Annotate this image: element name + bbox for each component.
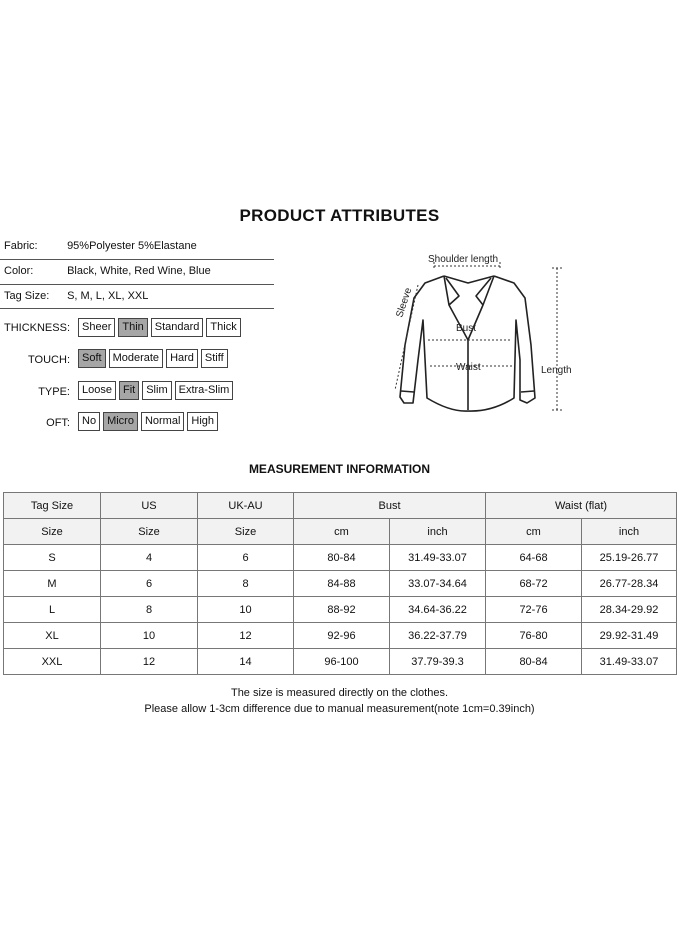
size-note: The size is measured directly on the clothes.: [230, 687, 449, 699]
tag-size-value: S, M, L, XL, XXL: [67, 290, 149, 302]
table-cell: 72-76: [486, 597, 582, 623]
type-option-extra-slim[interactable]: Extra-Slim: [175, 381, 234, 400]
touch-option-soft[interactable]: Soft: [78, 349, 106, 368]
oft-option-no[interactable]: No: [78, 412, 100, 431]
divider: [0, 259, 274, 260]
waist-label: Waist: [456, 362, 481, 373]
touch-options: [78, 349, 228, 368]
table-cell: 92-96: [294, 623, 390, 649]
table-header-cell: Size: [4, 519, 101, 545]
table-cell: 88-92: [294, 597, 390, 623]
table-cell: 29.92-31.49: [582, 623, 677, 649]
type-options: [78, 381, 233, 400]
color-row: [4, 265, 211, 277]
table-cell: 28.34-29.92: [582, 597, 677, 623]
measurement-lines: [395, 262, 562, 410]
oft-label: OFT:: [46, 417, 70, 429]
table-cell: 84-88: [294, 571, 390, 597]
table-cell: M: [4, 571, 101, 597]
oft-option-normal[interactable]: Normal: [141, 412, 184, 431]
jacket-diagram: [380, 245, 580, 420]
table-cell: 80-84: [294, 545, 390, 571]
tag-size-row: [4, 290, 148, 302]
touch-option-hard[interactable]: Hard: [166, 349, 198, 368]
table-header-cell: UK-AU: [198, 493, 294, 519]
table-header-cell: Tag Size: [4, 493, 101, 519]
table-row: [4, 649, 677, 675]
table-header-cell: US: [101, 493, 198, 519]
table-cell: 96-100: [294, 649, 390, 675]
table-cell: L: [4, 597, 101, 623]
table-cell: 36.22-37.79: [390, 623, 486, 649]
table-cell: 76-80: [486, 623, 582, 649]
table-header-cell: Bust: [294, 493, 486, 519]
table-cell: XL: [4, 623, 101, 649]
thickness-label: THICKNESS:: [3, 322, 70, 334]
table-cell: 37.79-39.3: [390, 649, 486, 675]
divider: [0, 308, 274, 309]
table-row: [4, 597, 677, 623]
table-header-cell: inch: [582, 519, 677, 545]
table-cell: S: [4, 545, 101, 571]
divider: [0, 284, 274, 285]
touch-option-moderate[interactable]: Moderate: [109, 349, 163, 368]
table-header-cell: cm: [294, 519, 390, 545]
table-row: [4, 571, 677, 597]
oft-option-high[interactable]: High: [187, 412, 218, 431]
type-option-fit[interactable]: Fit: [119, 381, 139, 400]
type-label: TYPE:: [38, 386, 70, 398]
table-cell: 8: [101, 597, 198, 623]
oft-option-micro[interactable]: Micro: [103, 412, 138, 431]
fabric-row: [4, 240, 197, 252]
fabric-label: Fabric:: [4, 240, 38, 252]
shoulder-length-label: Shoulder length: [428, 254, 499, 265]
table-cell: 68-72: [486, 571, 582, 597]
touch-option-stiff[interactable]: Stiff: [201, 349, 228, 368]
jacket-outline-icon: [400, 276, 535, 411]
table-cell: 10: [101, 623, 198, 649]
measurement-table: [3, 492, 677, 675]
table-cell: 12: [198, 623, 294, 649]
table-cell: 8: [198, 571, 294, 597]
oft-options: [78, 412, 218, 431]
thickness-option-thick[interactable]: Thick: [206, 318, 240, 337]
color-label: Color:: [4, 265, 34, 277]
table-header-row: [4, 493, 677, 519]
table-header-cell: cm: [486, 519, 582, 545]
type-option-slim[interactable]: Slim: [142, 381, 171, 400]
table-cell: 25.19-26.77: [582, 545, 677, 571]
thickness-option-thin[interactable]: Thin: [118, 318, 147, 337]
table-header-cell: Size: [198, 519, 294, 545]
table-cell: 10: [198, 597, 294, 623]
table-cell: 4: [101, 545, 198, 571]
table-cell: 33.07-34.64: [390, 571, 486, 597]
table-cell: 26.77-28.34: [582, 571, 677, 597]
bust-label: Bust: [456, 323, 477, 334]
table-header-cell: inch: [390, 519, 486, 545]
table-cell: 12: [101, 649, 198, 675]
table-header-cell: Waist (flat): [486, 493, 677, 519]
table-subheader-row: [4, 519, 677, 545]
touch-label: TOUCH:: [28, 354, 70, 366]
table-cell: 64-68: [486, 545, 582, 571]
type-option-loose[interactable]: Loose: [78, 381, 116, 400]
color-value: Black, White, Red Wine, Blue: [67, 265, 211, 277]
table-cell: 6: [198, 545, 294, 571]
table-body: [4, 545, 677, 675]
length-label: Length: [541, 365, 572, 376]
measurement-title: MEASUREMENT INFORMATION: [248, 462, 431, 476]
table-cell: 31.49-33.07: [390, 545, 486, 571]
difference-note: Please allow 1-3cm difference due to manual measurement(note 1cm=0.39inch): [144, 703, 535, 715]
table-cell: 80-84: [486, 649, 582, 675]
table-cell: 31.49-33.07: [582, 649, 677, 675]
table-row: [4, 623, 677, 649]
table-cell: 14: [198, 649, 294, 675]
thickness-options: [78, 318, 241, 337]
tag-size-label: Tag Size:: [4, 290, 50, 302]
sleeve-label: Sleeve: [394, 286, 415, 319]
table-cell: 34.64-36.22: [390, 597, 486, 623]
thickness-option-sheer[interactable]: Sheer: [78, 318, 115, 337]
table-header-cell: Size: [101, 519, 198, 545]
table-cell: 6: [101, 571, 198, 597]
fabric-value: 95%Polyester 5%Elastane: [67, 240, 197, 252]
table-cell: XXL: [4, 649, 101, 675]
thickness-option-standard[interactable]: Standard: [151, 318, 204, 337]
page-title: PRODUCT ATTRIBUTES: [239, 206, 440, 225]
table-row: [4, 545, 677, 571]
